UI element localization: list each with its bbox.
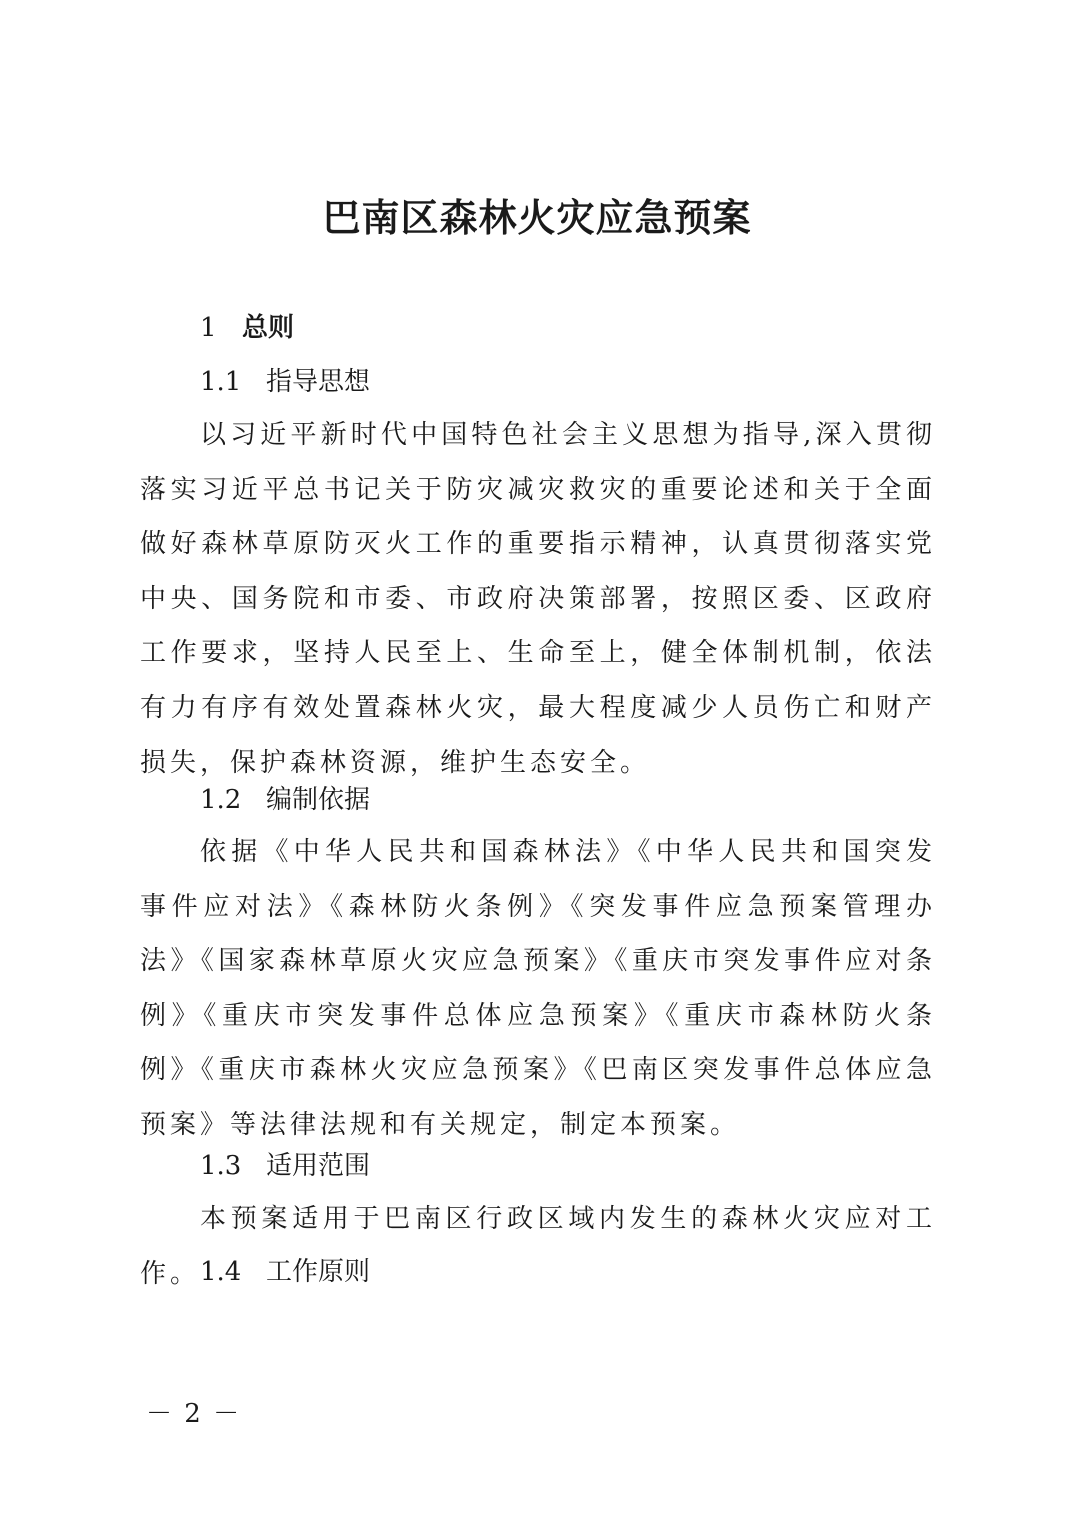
section-number: 1.4 <box>200 1257 242 1287</box>
document-title: 巴南区森林火灾应急预案 <box>322 195 752 240</box>
section-number: 1.2 <box>200 785 242 815</box>
paragraph-basis: 依据《中华人民共和国森林法》《中华人民共和国突发事件应对法》《森林防火条例》《突发事件应急预案管理办法》《国家森林草原火灾应急预案》《重庆市突发事件应对条例》《重庆市突发事件总体应急预案》《重庆市森林防火条例》《重庆市森林火灾应急预案》《巴南区突发事件总体应急预案》等法律法规和有关规定，制定本预案。 <box>140 837 936 1140</box>
section-1-heading <box>200 310 294 346</box>
section-1-3-heading <box>200 1148 370 1184</box>
section-number: 1.1 <box>200 367 242 397</box>
paragraph-guiding-thought: 以习近平新时代中国特色社会主义思想为指导,深入贯彻落实习近平总书记关于防灾减灾救灾的重要论述和关于全面做好森林草原防灭火工作的重要指示精神，认真贯彻落实党中央、国务院和市委、市政府决策部署，按照区委、区政府工作要求，坚持人民至上、生命至上，健全体制机制，依法有力有序有效处置森林火灾，最大程度减少人员伤亡和财产损失，保护森林资源，维护生态安全。 <box>140 420 936 778</box>
paragraph-scope: 本预案适用于巴南区行政区域内发生的森林火灾应对工作。 <box>140 1204 936 1289</box>
section-title: 编制依据 <box>266 785 371 815</box>
section-title: 适用范围 <box>266 1151 371 1181</box>
section-1-1-heading <box>200 364 370 400</box>
section-title: 工作原则 <box>266 1257 371 1287</box>
section-title: 指导思想 <box>266 367 371 397</box>
section-1-4-heading <box>200 1254 370 1290</box>
section-1-2-heading <box>200 782 370 818</box>
section-title: 总则 <box>242 313 295 343</box>
section-number: 1 <box>200 313 217 343</box>
page-number: － 2 － <box>146 1399 242 1429</box>
section-number: 1.3 <box>200 1151 242 1181</box>
